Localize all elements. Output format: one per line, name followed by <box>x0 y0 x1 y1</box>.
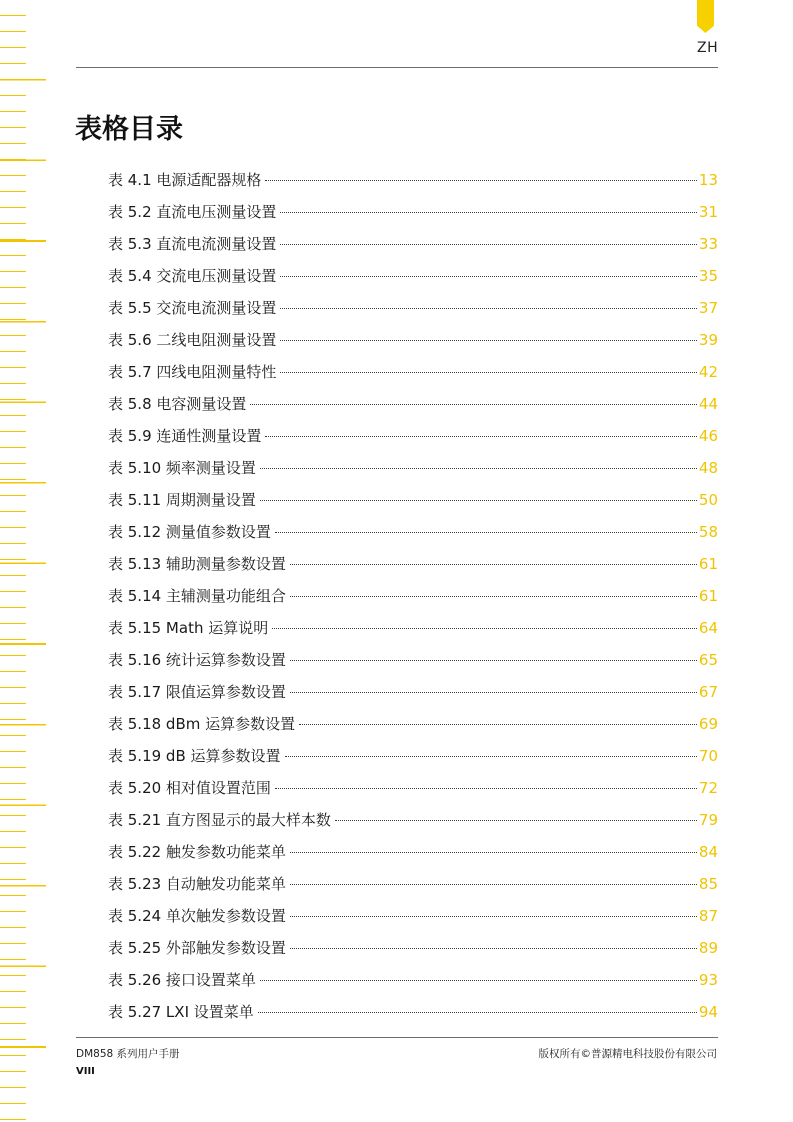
toc-entry-label: 表 5.12 测量值参数设置 <box>108 523 271 541</box>
toc-dot-leader <box>275 788 697 789</box>
toc-entry[interactable] <box>108 327 718 359</box>
toc-entry-label: 表 5.23 自动触发功能菜单 <box>108 875 286 893</box>
language-label: ZH <box>697 40 719 56</box>
footer-copyright: 版权所有©普源精电科技股份有限公司 <box>538 1048 717 1060</box>
toc-entry[interactable] <box>108 647 718 679</box>
toc-entry-page[interactable]: 87 <box>698 907 718 925</box>
toc-entry[interactable] <box>108 519 718 551</box>
toc-dot-leader <box>290 884 697 885</box>
toc-entry-label: 表 5.6 二线电阻测量设置 <box>108 331 277 349</box>
toc-entry[interactable] <box>108 391 718 423</box>
toc-entry[interactable] <box>108 903 718 935</box>
toc-entry-label: 表 5.14 主辅测量功能组合 <box>108 587 286 605</box>
toc-entry-page[interactable]: 67 <box>698 683 718 701</box>
toc-entry-label: 表 5.15 Math 运算说明 <box>108 619 269 637</box>
toc-dot-leader <box>290 916 697 917</box>
toc-entry-page[interactable]: 33 <box>698 235 718 253</box>
toc-entry-page[interactable]: 70 <box>698 747 718 765</box>
toc-entry[interactable] <box>108 551 718 583</box>
toc-entry[interactable] <box>108 999 718 1031</box>
toc-dot-leader <box>265 180 697 181</box>
toc-entry[interactable] <box>108 967 718 999</box>
toc-entry-page[interactable]: 50 <box>698 491 718 509</box>
toc-entry-page[interactable]: 69 <box>698 715 718 733</box>
toc-entry-label: 表 5.18 dBm 运算参数设置 <box>108 715 296 733</box>
toc-entry[interactable] <box>108 359 718 391</box>
toc-entry-label: 表 5.4 交流电压测量设置 <box>108 267 277 285</box>
toc-entry-label: 表 5.20 相对值设置范围 <box>108 779 271 797</box>
toc-dot-leader <box>280 244 697 245</box>
toc-dot-leader <box>258 1012 697 1013</box>
toc-entry[interactable] <box>108 743 718 775</box>
toc-entry-page[interactable]: 31 <box>698 203 718 221</box>
toc-entry[interactable] <box>108 423 718 455</box>
toc-dot-leader <box>280 276 697 277</box>
toc-dot-leader <box>290 564 697 565</box>
toc-entry-label: 表 5.27 LXI 设置菜单 <box>108 1003 254 1021</box>
toc-entry[interactable] <box>108 583 718 615</box>
toc-dot-leader <box>290 852 697 853</box>
margin-ruler-major-ticks <box>0 0 46 1122</box>
toc-dot-leader <box>290 660 697 661</box>
toc-entry-page[interactable]: 72 <box>698 779 718 797</box>
toc-entry-label: 表 5.17 限值运算参数设置 <box>108 683 286 701</box>
footer-divider <box>76 1037 718 1038</box>
toc-entry-page[interactable]: 79 <box>698 811 718 829</box>
toc-dot-leader <box>280 372 697 373</box>
toc-dot-leader <box>272 628 697 629</box>
toc-entry-page[interactable]: 93 <box>698 971 718 989</box>
toc-entry-label: 表 5.7 四线电阻测量特性 <box>108 363 277 381</box>
toc-entry[interactable] <box>108 711 718 743</box>
toc-entry[interactable] <box>108 775 718 807</box>
toc-entry-page[interactable]: 39 <box>698 331 718 349</box>
toc-entry[interactable] <box>108 871 718 903</box>
toc-entry-label: 表 5.8 电容测量设置 <box>108 395 247 413</box>
toc-dot-leader <box>260 500 697 501</box>
toc-entry-label: 表 5.11 周期测量设置 <box>108 491 256 509</box>
header-divider <box>76 67 718 68</box>
toc-dot-leader <box>335 820 697 821</box>
toc-entry-label: 表 5.21 直方图显示的最大样本数 <box>108 811 331 829</box>
toc-entry-page[interactable]: 94 <box>698 1003 718 1021</box>
toc-entry-page[interactable]: 37 <box>698 299 718 317</box>
toc-entry-page[interactable]: 61 <box>698 555 718 573</box>
toc-entry[interactable] <box>108 839 718 871</box>
toc-entry-page[interactable]: 58 <box>698 523 718 541</box>
toc-dot-leader <box>280 308 697 309</box>
toc-dot-leader <box>280 212 697 213</box>
toc-entry-page[interactable]: 84 <box>698 843 718 861</box>
toc-entry[interactable] <box>108 807 718 839</box>
toc-entry[interactable] <box>108 615 718 647</box>
toc-entry-label: 表 5.24 单次触发参数设置 <box>108 907 286 925</box>
language-tab-marker <box>697 0 714 33</box>
toc-entry-label: 表 5.9 连通性测量设置 <box>108 427 262 445</box>
toc-dot-leader <box>290 596 697 597</box>
toc-entry-label: 表 5.22 触发参数功能菜单 <box>108 843 286 861</box>
toc-dot-leader <box>275 532 697 533</box>
toc-entry-label: 表 4.1 电源适配器规格 <box>108 171 262 189</box>
toc-entry-label: 表 5.3 直流电流测量设置 <box>108 235 277 253</box>
toc-entry-page[interactable]: 89 <box>698 939 718 957</box>
table-of-tables <box>108 167 718 1031</box>
toc-entry-page[interactable]: 46 <box>698 427 718 445</box>
toc-entry[interactable] <box>108 455 718 487</box>
toc-entry-label: 表 5.2 直流电压测量设置 <box>108 203 277 221</box>
toc-entry-page[interactable]: 61 <box>698 587 718 605</box>
toc-entry-label: 表 5.5 交流电流测量设置 <box>108 299 277 317</box>
page-title: 表格目录 <box>75 114 183 145</box>
toc-entry-page[interactable]: 44 <box>698 395 718 413</box>
toc-entry-label: 表 5.16 统计运算参数设置 <box>108 651 286 669</box>
toc-dot-leader <box>290 948 697 949</box>
toc-entry[interactable] <box>108 231 718 263</box>
toc-dot-leader <box>299 724 697 725</box>
toc-dot-leader <box>260 980 697 981</box>
toc-entry[interactable] <box>108 199 718 231</box>
toc-entry-page[interactable]: 35 <box>698 267 718 285</box>
toc-dot-leader <box>290 692 697 693</box>
toc-entry-page[interactable]: 13 <box>698 171 718 189</box>
toc-entry[interactable] <box>108 935 718 967</box>
toc-dot-leader <box>260 468 697 469</box>
toc-dot-leader <box>265 436 697 437</box>
footer-manual-title: DM858 系列用户手册 <box>76 1048 180 1060</box>
toc-dot-leader <box>250 404 697 405</box>
toc-entry-page[interactable]: 48 <box>698 459 718 477</box>
toc-entry-label: 表 5.19 dB 运算参数设置 <box>108 747 281 765</box>
toc-entry-page[interactable]: 42 <box>698 363 718 381</box>
toc-entry[interactable] <box>108 295 718 327</box>
toc-entry-page[interactable]: 65 <box>698 651 718 669</box>
toc-entry[interactable] <box>108 487 718 519</box>
toc-entry-label: 表 5.10 频率测量设置 <box>108 459 256 477</box>
toc-entry-page[interactable]: 64 <box>698 619 718 637</box>
toc-dot-leader <box>285 756 697 757</box>
toc-entry-label: 表 5.26 接口设置菜单 <box>108 971 256 989</box>
toc-dot-leader <box>280 340 697 341</box>
page-number: VIII <box>76 1066 95 1077</box>
toc-entry-label: 表 5.13 辅助测量参数设置 <box>108 555 286 573</box>
toc-entry[interactable] <box>108 167 718 199</box>
toc-entry-page[interactable]: 85 <box>698 875 718 893</box>
toc-entry-label: 表 5.25 外部触发参数设置 <box>108 939 286 957</box>
toc-entry[interactable] <box>108 263 718 295</box>
toc-entry[interactable] <box>108 679 718 711</box>
